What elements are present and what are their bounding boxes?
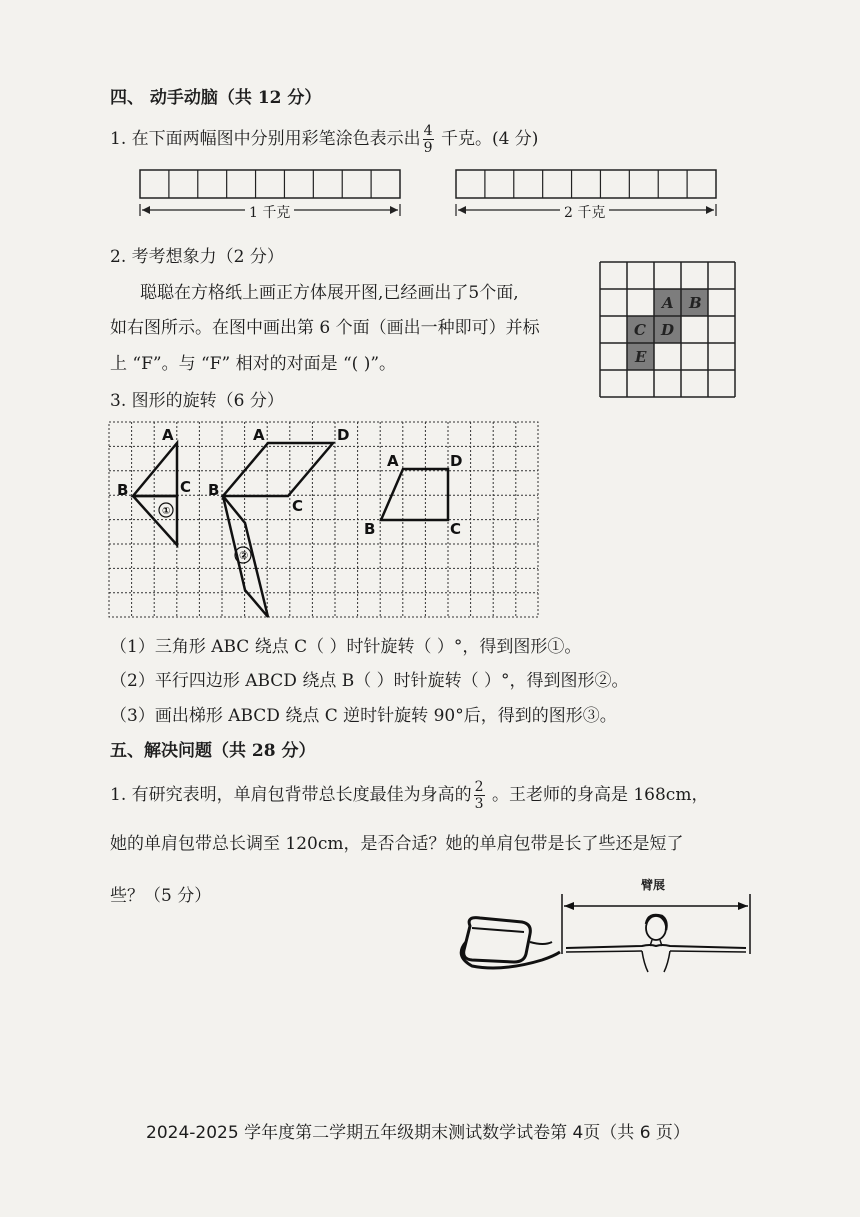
q1-prefix: 1. 在下面两幅图中分别用彩笔涂色表示出: [110, 129, 421, 149]
tri-label-a: A: [162, 426, 174, 444]
bar-1kg-label: 1 千克: [245, 205, 294, 222]
section-5-title: 五、解决问题（共 28 分）: [110, 741, 316, 761]
figure-1-label: ①: [162, 506, 171, 517]
arm-span-label: 臂展: [641, 878, 666, 892]
q3-sub1: （1）三角形 ABC 绕点 C（ ）时针旋转（ ）°，得到图形①。: [110, 637, 582, 657]
shoulder-bag-illustration: [452, 912, 562, 972]
triangle-abc: [133, 443, 177, 496]
q3-sub2: （2）平行四边形 ABCD 绕点 B（ ）时针旋转（ ）°，得到图形②。: [110, 671, 629, 691]
s5-q1-frac-den: 3: [474, 796, 484, 812]
q2-line1: 聪聪在方格纸上画正方体展开图,已经画出了5个面,: [140, 283, 519, 303]
face-c-label: C: [634, 321, 646, 339]
trap-label-c: C: [450, 520, 462, 538]
figure-1: [133, 496, 177, 545]
cube-net-grid: [600, 262, 736, 402]
para-label-a: A: [253, 426, 265, 444]
bar-1kg: [138, 168, 408, 234]
figure-2-label: ②: [239, 549, 249, 562]
face-d-label: D: [661, 321, 675, 339]
q2-line2: 如右图所示。在图中画出第 6 个面（画出一种即可）并标: [110, 318, 540, 338]
s5-q1-frac-num: 2: [474, 779, 484, 795]
bar-2kg: [454, 168, 724, 234]
trap-label-b: B: [364, 520, 376, 538]
q1-fraction: [423, 124, 434, 155]
q3-sub3: （3）画出梯形 ABCD 绕点 C 逆时针旋转 90°后，得到的图形③。: [110, 706, 617, 726]
trapezoid-abcd: [381, 469, 448, 520]
bar-2kg-label: 2 千克: [560, 205, 609, 222]
q1-text: [110, 124, 538, 155]
arm-span-illustration: [558, 894, 758, 974]
section-4-title: 四、 动手动脑（共 12 分）: [110, 88, 322, 108]
q2-line3: 上 “F”。与 “F” 相对的对面是 “( )”。: [110, 354, 397, 374]
q1-frac-num: 4: [423, 123, 433, 139]
s5-q1-line3: 些？（5 分）: [110, 886, 212, 906]
tri-label-b: B: [117, 481, 129, 499]
face-e-label: E: [635, 348, 647, 366]
rotation-grid: [108, 420, 540, 620]
parallelogram-abcd: [223, 443, 333, 496]
s5-q1-line1: [110, 780, 708, 811]
face-a-label: A: [662, 294, 674, 312]
s5-q1-mid: 。王老师的身高是 168cm，: [486, 785, 709, 805]
s5-q1-prefix: 1. 有研究表明，单肩包背带总长度最佳为身高的: [110, 785, 472, 805]
page-footer: 2024-2025 学年度第二学期五年级期末测试数学试卷第 4页（共 6 页）: [146, 1123, 690, 1143]
para-label-d: D: [337, 426, 350, 444]
q3-title: 3. 图形的旋转（6 分）: [110, 391, 284, 411]
q1-frac-den: 9: [423, 140, 433, 156]
face-b-label: B: [689, 294, 702, 312]
para-label-b: B: [208, 481, 220, 499]
tri-label-c: C: [180, 478, 192, 496]
trap-label-a: A: [387, 452, 399, 470]
para-label-c: C: [292, 497, 304, 515]
s5-q1-fraction: [474, 780, 485, 811]
s5-q1-line2: 她的单肩包带总长调至 120cm，是否合适？她的单肩包带是长了些还是短了: [110, 834, 684, 854]
q1-suffix: 千克。(4 分): [435, 129, 539, 149]
q2-title: 2. 考考想象力（2 分）: [110, 247, 284, 267]
trap-label-d: D: [450, 452, 463, 470]
